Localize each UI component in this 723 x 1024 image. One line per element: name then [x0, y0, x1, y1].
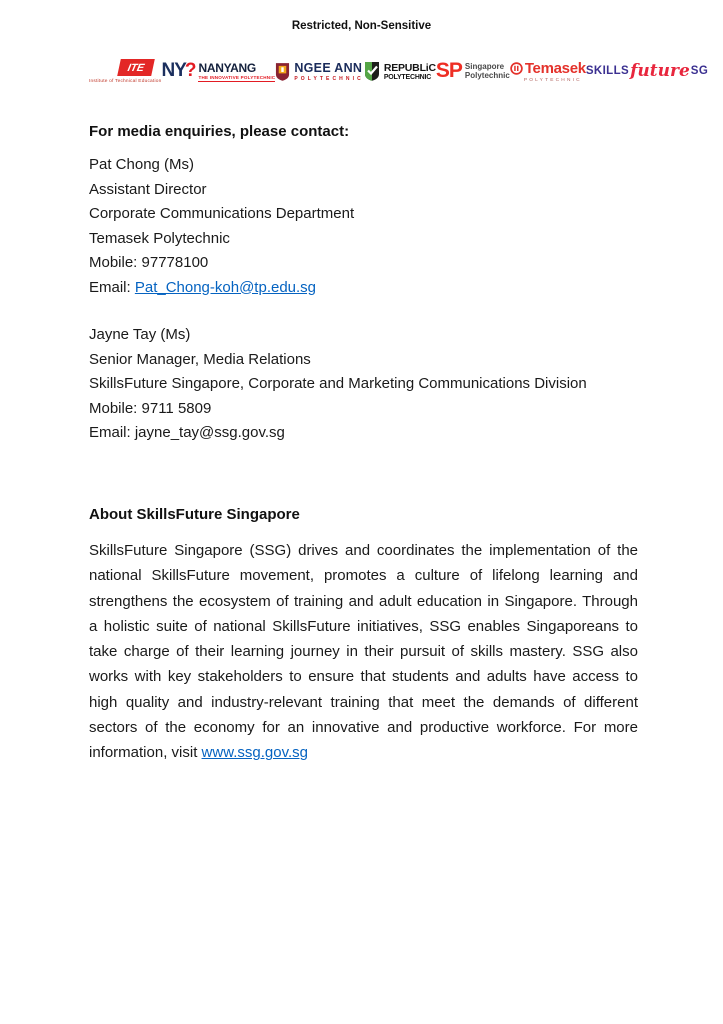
temasek-logo — [510, 60, 586, 83]
skillsfuture-logo — [586, 61, 708, 81]
ngee-ann-logo-name: NGEE ANN — [294, 60, 363, 75]
about-section-body — [89, 538, 638, 766]
temasek-logo-subtext: POLYTECHNIC — [523, 77, 582, 83]
skillsfuture-logo-part3: SG — [690, 65, 709, 77]
contact-name: Pat Chong (Ms) — [89, 156, 195, 173]
contact-block-jayne-tay — [89, 323, 587, 446]
sp-logo — [436, 59, 510, 83]
about-body-text: SkillsFuture Singapore (SSG) drives and coordinates the implementation of the national SkillsFuture movement, promotes a culture of lifelong learning and strengthens the ecosystem of training and adult education in Singapore. Through a holistic suite of national SkillsFuture initiatives, SSG enables Singaporeans to take charge of their learning journey in their pursuit of skills mastery. SSG also works with key stakeholders to ensure that students and adults have access to high quality and industry-relevant training that meet the demands of different sectors of the economy for an innovative and productive workforce. For more information, visit — [89, 542, 638, 762]
ite-logo-subtext: Institute of Technical Education — [89, 78, 162, 84]
skillsfuture-logo-part2: future — [630, 61, 690, 81]
nyp-logo — [161, 60, 275, 82]
republic-logo — [364, 61, 436, 81]
logo-row — [89, 52, 709, 90]
classification-header: Restricted, Non-Sensitive — [291, 20, 432, 32]
email-label: Email: — [89, 424, 135, 441]
republic-shield-icon — [364, 61, 380, 81]
contact-title: Senior Manager, Media Relations — [89, 350, 311, 368]
about-section-heading: About SkillsFuture Singapore — [89, 506, 300, 523]
sp-mark-icon: SP — [435, 59, 462, 82]
contact-department: Corporate Communications Department — [89, 205, 355, 222]
email-label: Email: — [89, 278, 135, 296]
contact-email-line — [89, 421, 587, 446]
nyp-logo-subtext: THE INNOVATIVE POLYTECHNIC — [198, 74, 276, 80]
contact-block-pat-chong — [89, 153, 354, 300]
ssg-website-link[interactable]: www.ssg.gov.sg — [201, 744, 308, 762]
nyp-mark-icon: NY? — [161, 60, 196, 81]
ngee-ann-logo-subtext: POLYTECHNIC — [294, 75, 364, 82]
contact-email-line — [89, 276, 354, 301]
contact-mobile: Mobile: 97778100 — [89, 254, 209, 271]
contact-organisation: Temasek Polytechnic — [89, 229, 230, 247]
ite-logo — [89, 59, 161, 84]
temasek-logo-name: Temasek — [524, 59, 586, 77]
contact-name: Jayne Tay (Ms) — [89, 326, 191, 343]
contact-email: jayne_tay@ssg.gov.sg — [134, 424, 285, 441]
contact-title: Assistant Director — [89, 180, 207, 198]
email-link[interactable]: Pat_Chong-koh@tp.edu.sg — [134, 278, 317, 296]
ngee-ann-shield-icon — [275, 62, 290, 81]
skillsfuture-logo-part1: SKILLS — [585, 65, 630, 77]
temasek-circle-icon — [510, 62, 523, 75]
media-enquiries-heading: For media enquiries, please contact: — [89, 123, 350, 140]
ngee-ann-logo — [275, 61, 363, 82]
republic-logo-name: REPUBLiC — [383, 61, 436, 74]
ite-mark-icon: ITE — [117, 59, 155, 76]
contact-mobile: Mobile: 9711 5809 — [89, 399, 212, 417]
sp-logo-line1: Singapore — [464, 62, 505, 71]
republic-logo-subtext: POLYTECHNIC — [383, 73, 432, 81]
nyp-logo-name: NANYANG — [198, 60, 256, 75]
sp-logo-line2: Polytechnic — [464, 71, 510, 80]
contact-department: SkillsFuture Singapore, Corporate and Marketing Communications Division — [89, 375, 587, 392]
